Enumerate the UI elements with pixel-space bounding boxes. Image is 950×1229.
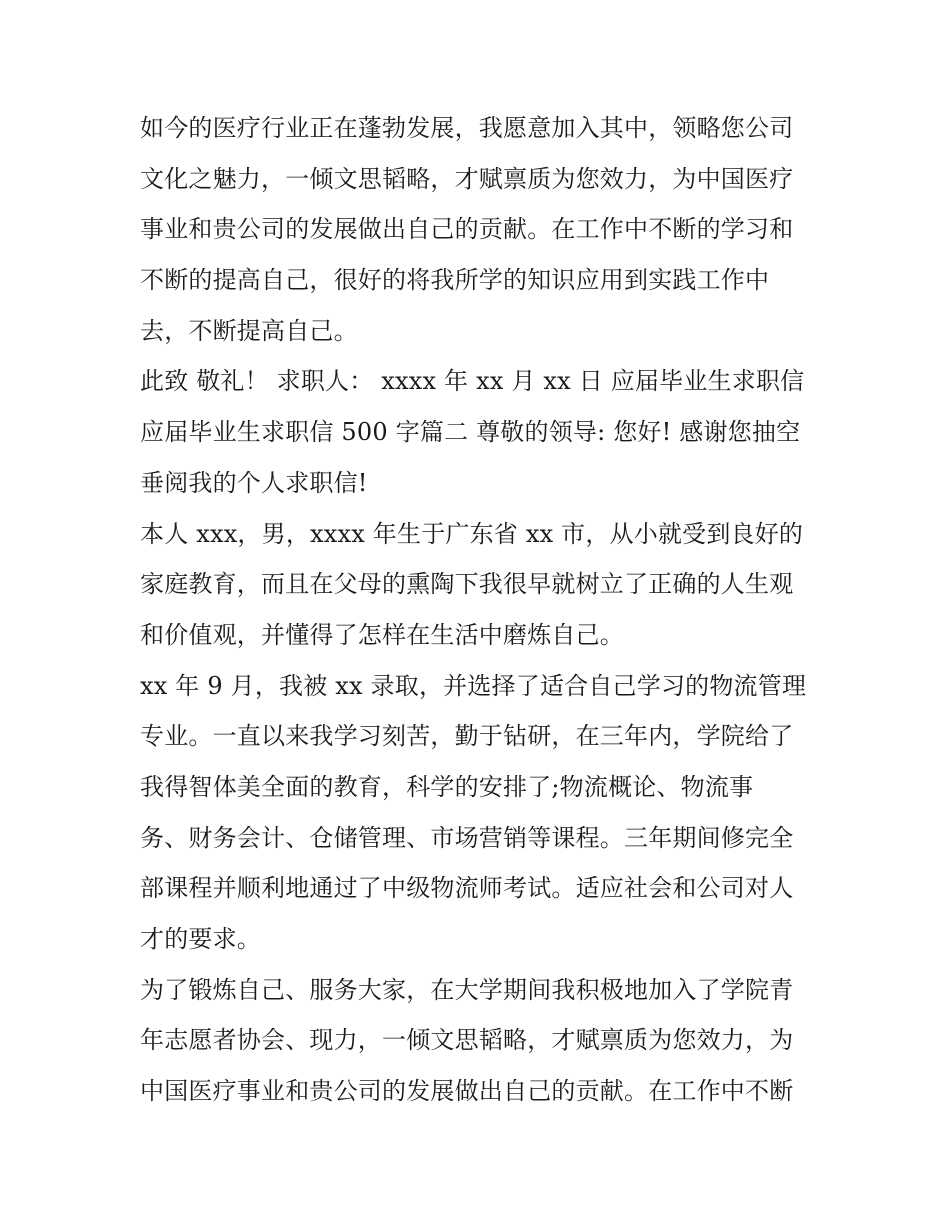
text-line: 如今的医疗行业正在蓬勃发展，我愿意加入其中，领略您公司 bbox=[140, 114, 794, 142]
text-line: 去，不断提高自己。 bbox=[140, 316, 358, 345]
text-line: 中国医疗事业和贵公司的发展做出自己的贡献。在工作中不断 bbox=[140, 1077, 794, 1106]
text-line: 才的要求。 bbox=[140, 925, 261, 953]
text-line: 专业。一直以来我学习刻苦，勤于钻研，在三年内，学院给了 bbox=[140, 722, 794, 751]
text-line: 为了锻炼自己、服务大家，在大学期间我积极地加入了学院青 bbox=[140, 975, 794, 1004]
document-body bbox=[140, 103, 820, 1117]
text-line: 事业和贵公司的发展做出自己的贡献。在工作中不断的学习和 bbox=[140, 215, 794, 244]
text-line: 部课程并顺利地通过了中级物流师考试。适应社会和公司对人 bbox=[140, 874, 794, 903]
text-line: 文化之魅力，一倾文思韬略，才赋禀质为您效力，为中国医疗 bbox=[140, 164, 794, 193]
text-line: 此致 敬礼！ 求职人： xxxx 年 xx 月 xx 日 应届毕业生求职信 bbox=[140, 367, 805, 396]
text-line: 务、财务会计、仓储管理、市场营销等课程。三年期间修完全 bbox=[140, 823, 794, 852]
text-line: 不断的提高自己，很好的将我所学的知识应用到实践工作中 bbox=[140, 266, 770, 295]
text-line: 和价值观，并懂得了怎样在生活中磨炼自己。 bbox=[140, 620, 624, 649]
text-line: xx 年 9 月，我被 xx 录取，并选择了适合自己学习的物流管理 bbox=[140, 671, 807, 700]
text-line: 家庭教育，而且在父母的熏陶下我很早就树立了正确的人生观 bbox=[140, 570, 794, 599]
text-line: 年志愿者协会、现力，一倾文思韬略，才赋禀质为您效力，为 bbox=[140, 1026, 794, 1055]
text-line: 垂阅我的个人求职信! bbox=[140, 468, 368, 497]
text-line: 本人 xxx，男，xxxx 年生于广东省 xx 市，从小就受到良好的 bbox=[140, 519, 804, 548]
text-line: 我得智体美全面的教育，科学的安排了;物流概论、物流事 bbox=[140, 772, 754, 801]
text-line: 应届毕业生求职信 500 字篇二 尊敬的领导: 您好! 感谢您抽空 bbox=[140, 418, 801, 447]
